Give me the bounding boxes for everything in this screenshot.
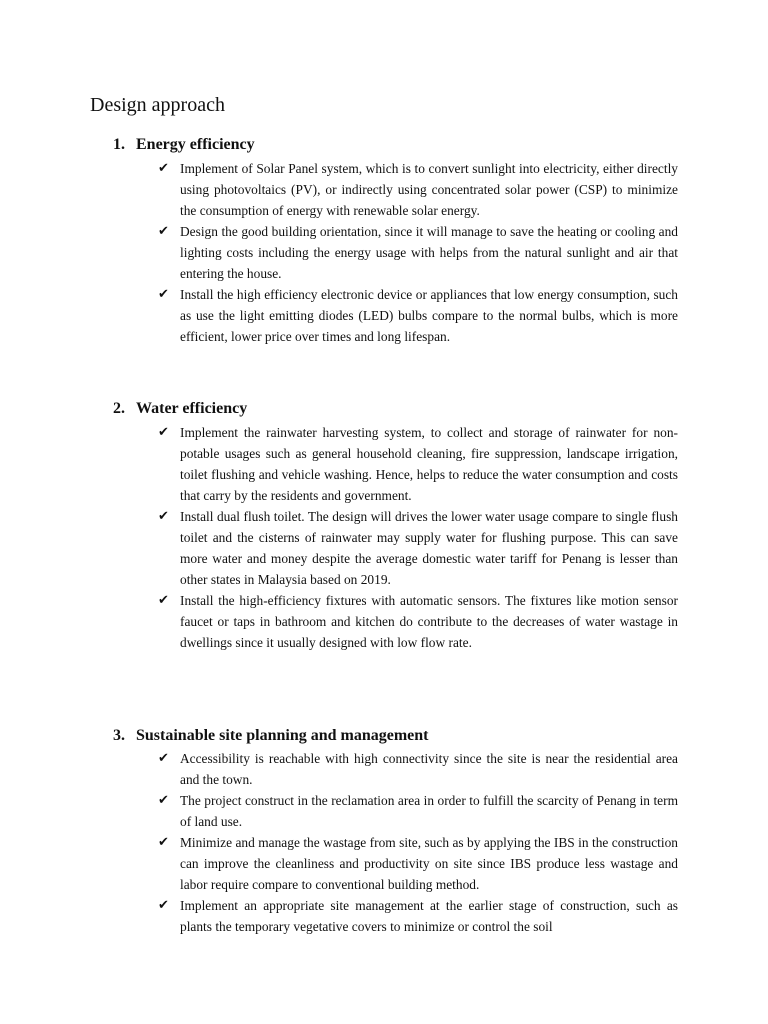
section-title: Energy efficiency: [136, 136, 255, 153]
list-item: [158, 158, 678, 221]
list-item-text: Implement the rainwater harvesting system, to collect and storage of rainwater for non-potable usages such as general household cleaning, fire suppression, landscape irrigation, toilet flushing and vehicle washing. Hence, helps to reduce the water consumption and costs that carry by the residents and government.: [180, 425, 678, 503]
bullet-list: [158, 422, 678, 653]
list-item-text: Accessibility is reachable with high connectivity since the site is near the residential area and the town.: [180, 751, 678, 787]
list-item-text: Minimize and manage the wastage from site, such as by applying the IBS in the construction can improve the cleanliness and productivity on site since IBS produce less wastage and labor require compare to conventional building method.: [180, 835, 678, 892]
section-number: 1.: [113, 136, 125, 153]
list-item-text: Install the high-efficiency fixtures with automatic sensors. The fixtures like motion sensor faucet or taps in bathroom and kitchen do contribute to the decreases of water wastage in dwellings since it usually designed with low flow rate.: [180, 593, 678, 650]
list-item: [158, 590, 678, 653]
list-item: [158, 832, 678, 895]
list-item-text: The project construct in the reclamation area in order to fulfill the scarcity of Penang in term of land use.: [180, 793, 678, 829]
list-item: [158, 748, 678, 790]
list-item: [158, 895, 678, 937]
check-mark-icon: ✔: [158, 835, 169, 850]
list-item: [158, 221, 678, 284]
check-mark-icon: ✔: [158, 751, 169, 766]
check-mark-icon: ✔: [158, 287, 169, 302]
section-number: 3.: [113, 727, 125, 744]
section-heading: [113, 398, 247, 420]
check-mark-icon: ✔: [158, 161, 169, 176]
list-item: [158, 790, 678, 832]
check-mark-icon: ✔: [158, 898, 169, 913]
section-heading: [113, 134, 255, 156]
bullet-list: [158, 748, 678, 937]
section-number: 2.: [113, 400, 125, 417]
check-mark-icon: ✔: [158, 224, 169, 239]
list-item-text: Install the high efficiency electronic device or appliances that low energy consumption, such as use the light emitting diodes (LED) bulbs compare to the normal bulbs, which is more efficient, lower price over times and long lifespan.: [180, 287, 678, 344]
list-item-text: Implement an appropriate site management at the earlier stage of construction, such as plants the temporary vegetative covers to minimize or control the soil: [180, 898, 678, 934]
section-title: Water efficiency: [136, 400, 248, 417]
section-heading: [113, 725, 429, 747]
list-item-text: Design the good building orientation, since it will manage to save the heating or cooling and lighting costs including the energy usage with helps from the natural sunlight and air that entering the house.: [180, 224, 678, 281]
list-item: [158, 422, 678, 506]
document-title: Design approach: [90, 94, 225, 116]
check-mark-icon: ✔: [158, 593, 169, 608]
list-item: [158, 284, 678, 347]
section-title: Sustainable site planning and management: [136, 727, 429, 744]
check-mark-icon: ✔: [158, 509, 169, 524]
bullet-list: [158, 158, 678, 347]
list-item: [158, 506, 678, 590]
list-item-text: Implement of Solar Panel system, which is to convert sunlight into electricity, either directly using photovoltaics (PV), or indirectly using concentrated solar power (CSP) to minimize the consumption of energy with renewable solar energy.: [180, 161, 678, 218]
list-item-text: Install dual flush toilet. The design will drives the lower water usage compare to single flush toilet and the cisterns of rainwater may supply water for flushing purpose. This can save more water and money despite the average domestic water tariff for Penang is lesser than other states in Malaysia based on 2019.: [180, 509, 678, 587]
check-mark-icon: ✔: [158, 425, 169, 440]
check-mark-icon: ✔: [158, 793, 169, 808]
